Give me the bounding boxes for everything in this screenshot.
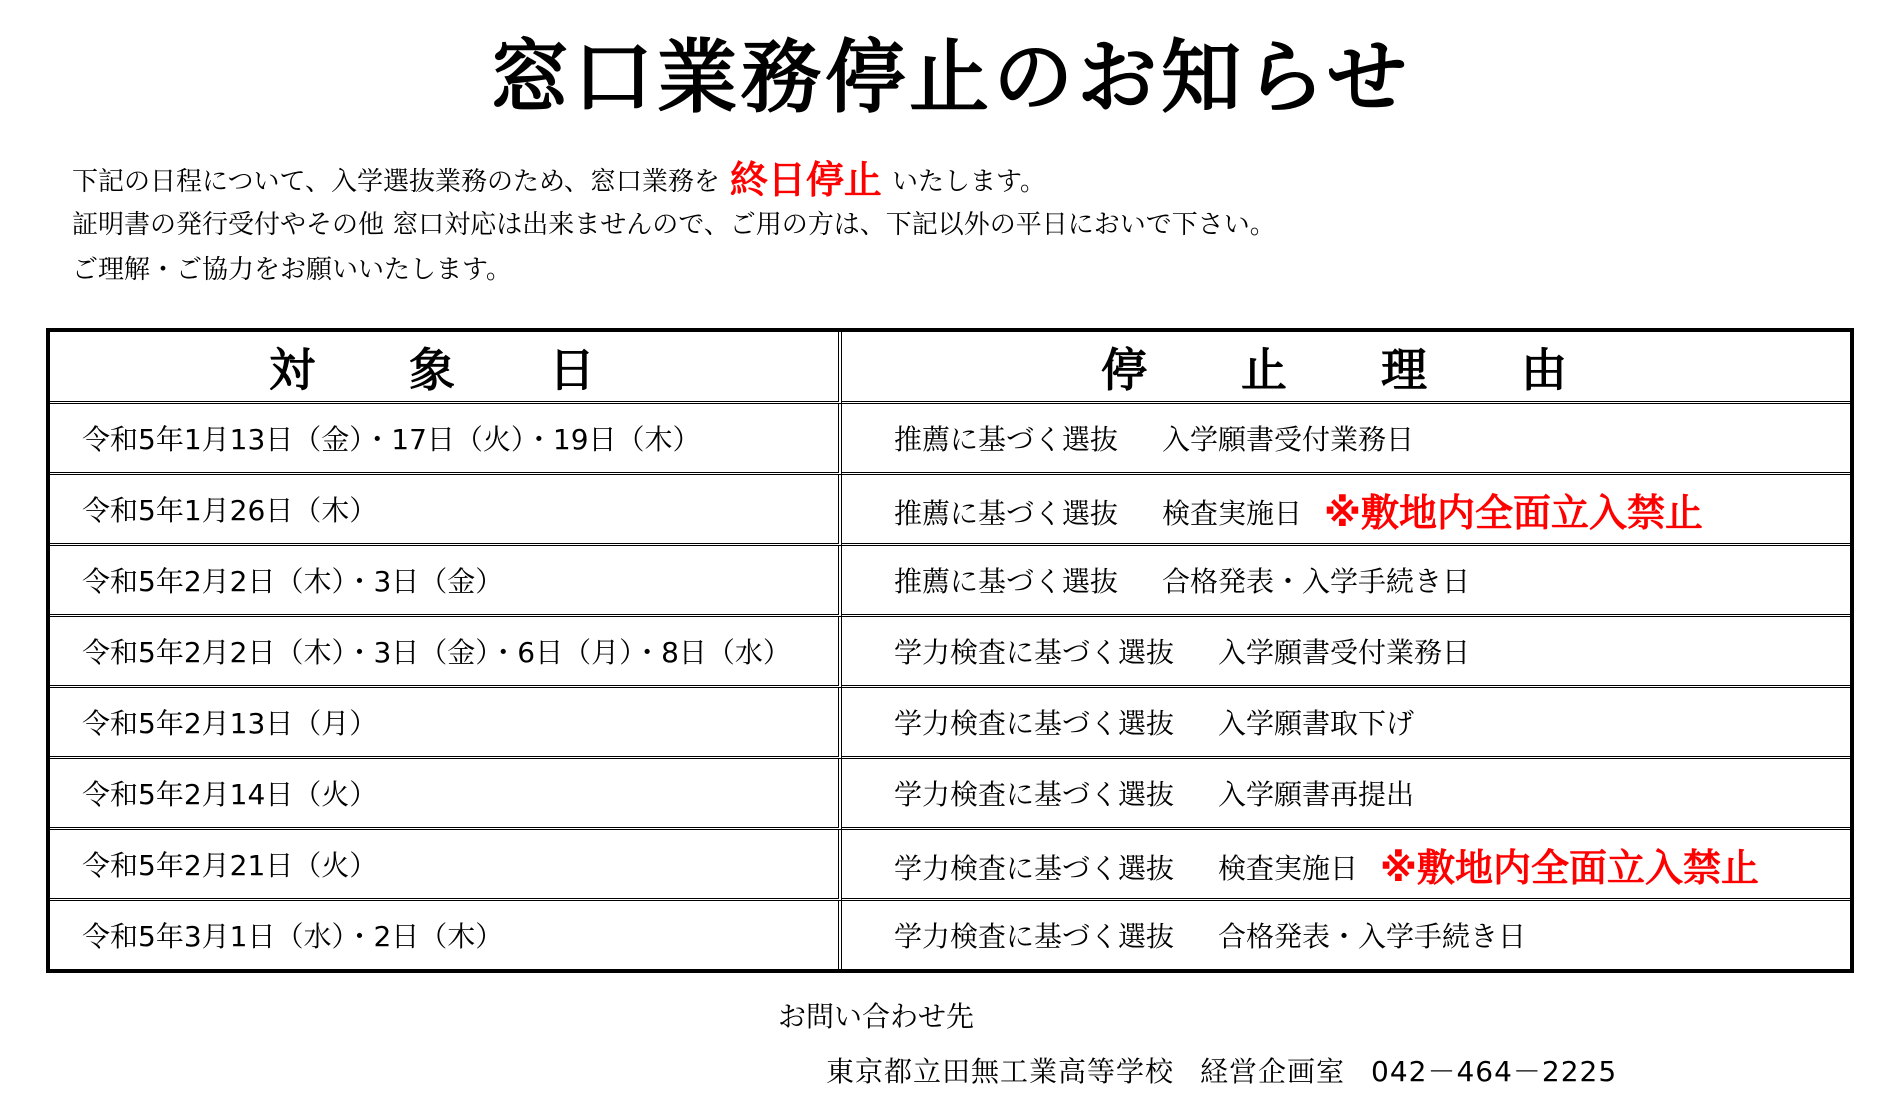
intro-line-3: ご理解・ご協力をお願いいたします。 <box>72 255 512 285</box>
row-category: 学力検査に基づく選抜 <box>894 851 1175 885</box>
row-date: 令和5年2月13日（月） <box>50 688 842 759</box>
row-reason <box>842 404 1850 475</box>
table-row <box>50 546 1850 617</box>
row-warning: ※敷地内全面立入禁止 <box>1324 490 1703 535</box>
row-task: 検査実施日 <box>1218 851 1359 885</box>
table-header-row <box>50 332 1850 404</box>
row-reason <box>842 617 1850 688</box>
table-row <box>50 475 1850 546</box>
contact-phone: 042－464－2225 <box>1371 1055 1618 1088</box>
row-category: 学力検査に基づく選抜 <box>894 707 1175 740</box>
schedule-table <box>46 328 1854 973</box>
row-reason <box>842 475 1850 546</box>
intro-line-2: 証明書の発行受付やその他 窓口対応は出来ませんので、ご用の方は、下記以外の平日においで下さい。 <box>72 210 1276 240</box>
contact-school: 東京都立田無工業高等学校 <box>826 1055 1175 1088</box>
header-date: 対 象 日 <box>50 332 842 404</box>
table-row <box>50 404 1850 475</box>
row-reason <box>842 830 1850 901</box>
row-date: 令和5年1月26日（木） <box>50 475 842 546</box>
row-task: 合格発表・入学手続き日 <box>1162 565 1471 598</box>
table-row <box>50 688 1850 759</box>
row-warning: ※敷地内全面立入禁止 <box>1380 845 1759 890</box>
row-reason <box>842 688 1850 759</box>
table-row <box>50 759 1850 830</box>
table-row <box>50 901 1850 969</box>
row-date: 令和5年2月21日（火） <box>50 830 842 901</box>
row-category: 推薦に基づく選抜 <box>894 496 1119 530</box>
row-task: 入学願書再提出 <box>1218 778 1415 811</box>
row-date: 令和5年2月2日（木）・3日（金）・6日（月）・8日（水） <box>50 617 842 688</box>
intro-line-1-after: いたします。 <box>891 167 1046 197</box>
row-category: 学力検査に基づく選抜 <box>894 778 1175 811</box>
row-date: 令和5年2月2日（木）・3日（金） <box>50 546 842 617</box>
row-category: 推薦に基づく選抜 <box>894 565 1119 598</box>
intro-text <box>72 158 1276 293</box>
intro-line-1 <box>72 158 1276 203</box>
table-row <box>50 617 1850 688</box>
page-title: 窓口業務停止のお知らせ <box>489 31 1411 124</box>
table-row <box>50 830 1850 901</box>
row-category: 学力検査に基づく選抜 <box>894 920 1175 953</box>
row-date: 令和5年3月1日（水）・2日（木） <box>50 901 842 969</box>
row-category: 学力検査に基づく選抜 <box>894 636 1175 669</box>
row-reason <box>842 901 1850 969</box>
contact-label: お問い合わせ先 <box>778 1000 975 1033</box>
row-task: 入学願書受付業務日 <box>1218 636 1471 669</box>
intro-emphasis: 終日停止 <box>729 158 882 202</box>
intro-line-1-before: 下記の日程について、入学選抜業務のため、窓口業務を <box>72 167 720 197</box>
row-date: 令和5年2月14日（火） <box>50 759 842 830</box>
row-task: 検査実施日 <box>1162 496 1303 530</box>
contact-info <box>826 1050 1617 1090</box>
row-date: 令和5年1月13日（金）・17日（火）・19日（木） <box>50 404 842 475</box>
row-reason <box>842 759 1850 830</box>
header-reason: 停 止 理 由 <box>842 332 1850 404</box>
row-reason <box>842 546 1850 617</box>
schedule-body <box>50 404 1850 969</box>
row-task: 入学願書取下げ <box>1218 707 1415 740</box>
row-task: 入学願書受付業務日 <box>1162 423 1415 456</box>
row-task: 合格発表・入学手続き日 <box>1218 920 1527 953</box>
row-category: 推薦に基づく選抜 <box>894 423 1119 456</box>
contact-office: 経営企画室 <box>1200 1055 1346 1088</box>
